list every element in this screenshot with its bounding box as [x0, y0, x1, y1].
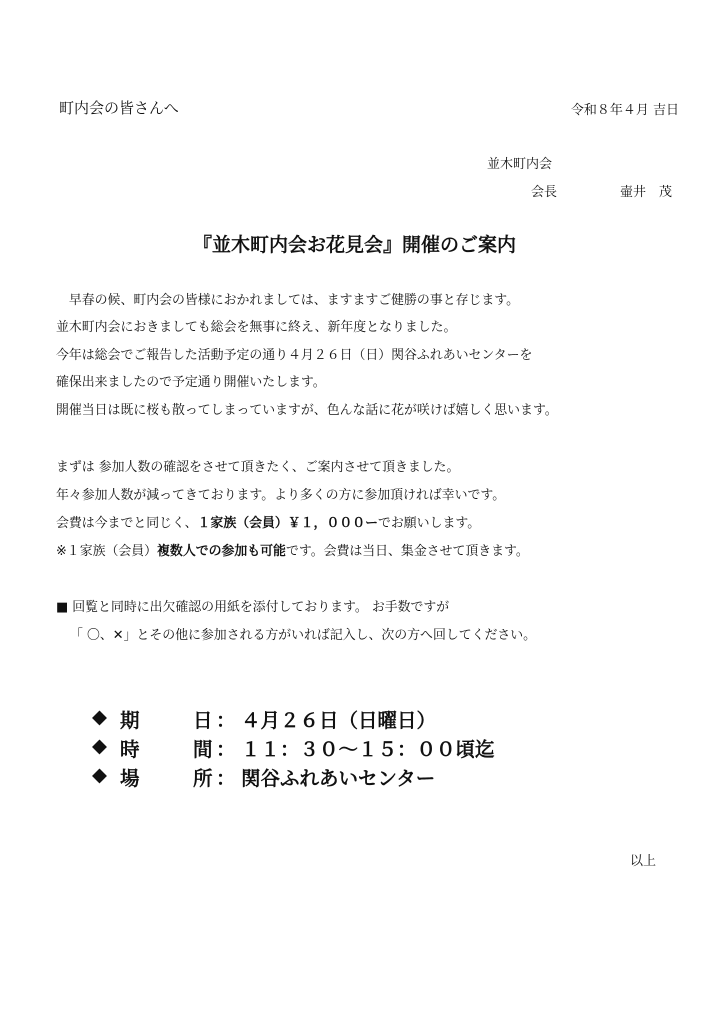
body-paragraph-line: まずは 参加人数の確認をさせて頂きたく、ご案内させて頂きました。	[56, 460, 460, 475]
diamond-marker: ◆	[92, 734, 107, 757]
note-prefix: ※１家族（会員）	[56, 544, 158, 559]
diamond-marker: ◆	[92, 763, 107, 786]
body-paragraph-line: 今年は総会でご報告した活動予定の通り４月２６日（日）関谷ふれあいセンターを	[56, 348, 533, 363]
body-paragraph-line: 確保出来ましたので予定通り開催いたします。	[56, 375, 326, 390]
body-paragraph-line: 並木町内会におきましても総会を無事に終え、新年度となりました。	[56, 320, 457, 335]
detail-colon: ：	[216, 767, 236, 790]
detail-label: 時	[120, 738, 140, 761]
note-line	[56, 540, 529, 559]
fee-prefix: 会費は今までと同じく、	[56, 516, 198, 531]
detail-label: 日	[193, 709, 213, 732]
organization-name: 並木町内会	[487, 157, 553, 172]
detail-colon: ：	[216, 709, 236, 732]
diamond-marker: ◆	[92, 705, 107, 728]
event-date-value: ４月２６日（日曜日）	[241, 709, 437, 732]
circular-instruction-line: ■ 回覧と同時に出欠確認の用紙を添付しております。 お手数ですが	[56, 600, 450, 615]
circular-instruction-line: 「 〇、✕」とその他に参加される方がいれば記入し、次の方へ回してください。	[70, 628, 537, 643]
detail-colon: ：	[216, 738, 236, 761]
issue-date: 令和８年４月 吉日	[570, 103, 679, 118]
fee-amount: １家族（会員）￥１，０００ー	[197, 516, 379, 531]
closing-remark: 以上	[630, 854, 657, 869]
recipient-line: 町内会の皆さんへ	[59, 99, 179, 117]
note-suffix: です。会費は当日、集金させて頂きます。	[285, 544, 529, 559]
body-paragraph-line: 早春の候、町内会の皆様におかれましては、ますますご健勝の事と存じます。	[56, 293, 520, 308]
body-paragraph-line: 開催当日は既に桜も散ってしまっていますが、色んな話に花が咲けば嬉しく思います。	[56, 403, 558, 418]
note-emphasis: 複数人での参加も可能	[157, 544, 286, 559]
event-time-value: １１：３０～１５：００頃迄	[241, 738, 495, 761]
fee-suffix: でお願いします。	[378, 516, 481, 531]
event-place-value: 関谷ふれあいセンター	[241, 767, 436, 790]
sender-role: 会長	[531, 185, 558, 200]
document-title: 『並木町内会お花見会』開催のご案内	[192, 234, 516, 256]
body-paragraph-line: 年々参加人数が減ってきております。より多くの方に参加頂ければ幸いです。	[56, 488, 506, 503]
detail-label: 場	[120, 767, 140, 790]
fee-line	[56, 512, 480, 531]
detail-label: 期	[120, 709, 140, 732]
detail-label: 所	[193, 767, 213, 790]
sender-name: 壷井 茂	[620, 185, 673, 200]
detail-label: 間	[193, 738, 213, 761]
